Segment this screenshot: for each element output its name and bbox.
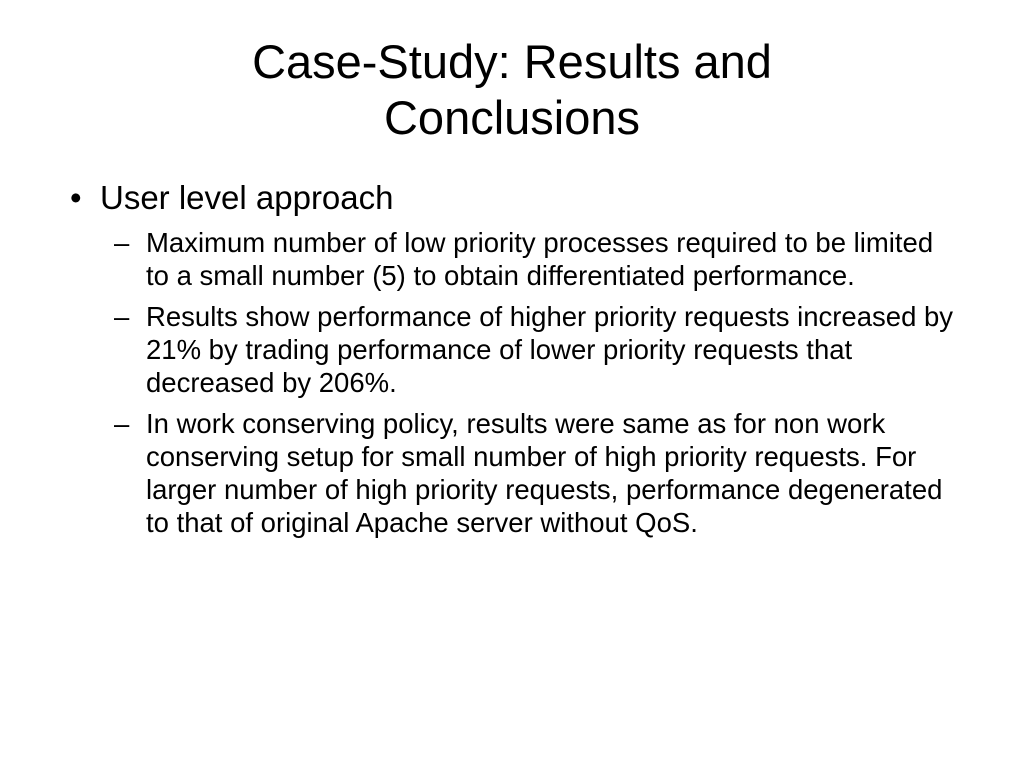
slide-content (60, 176, 960, 547)
slide-title (100, 34, 924, 146)
sub-bullet-text: Results show performance of higher priority requests increased by 21% by trading performance of lower priority requests that decreased by 206%. (146, 301, 954, 398)
slide-title-line-1: Case-Study: Results and (252, 35, 772, 88)
sub-bullet-3 (60, 407, 960, 539)
sub-bullet-text: In work conserving policy, results were same as for non work conserving setup for small number of high priority requests. For larger number of high priority requests, performance degenerated to that of original Apache server without QoS. (146, 408, 943, 538)
slide-title-line-2: Conclusions (383, 91, 641, 144)
bullet-text: User level approach (100, 179, 394, 216)
bullet-marker: • (70, 179, 82, 216)
sub-bullet-marker: – (114, 227, 130, 258)
sub-bullet-text: Maximum number of low priority processes required to be limited to a small number (5) to obtain differentiated performance. (146, 227, 934, 291)
sub-bullet-1 (60, 226, 960, 292)
sub-bullet-2 (60, 300, 960, 399)
sub-bullet-list (60, 226, 960, 539)
sub-bullet-marker: – (114, 301, 130, 332)
sub-bullet-marker: – (114, 408, 130, 439)
bullet-user-level-approach (60, 176, 960, 220)
